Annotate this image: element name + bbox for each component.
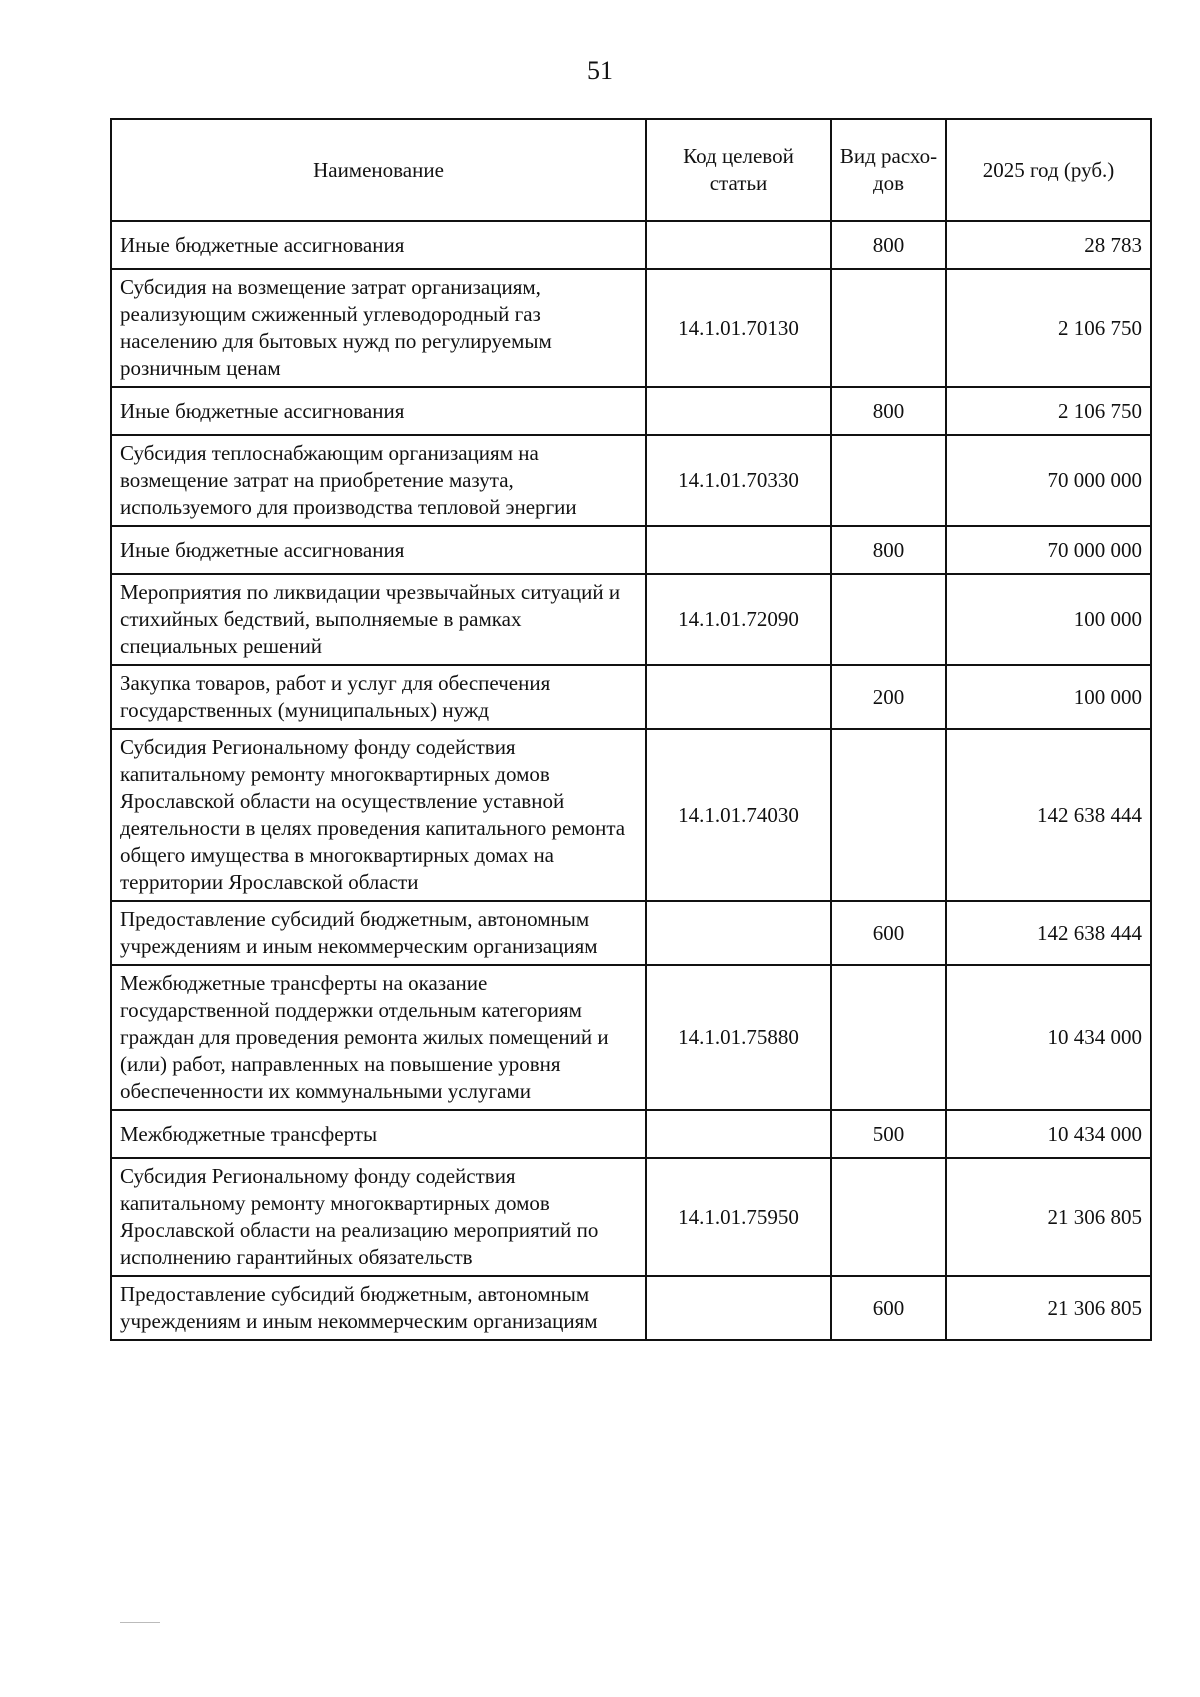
cell-code: 14.1.01.70130 <box>646 269 831 387</box>
cell-amount: 10 434 000 <box>946 1110 1151 1158</box>
table-row <box>111 526 1151 574</box>
cell-code <box>646 665 831 729</box>
table-row <box>111 665 1151 729</box>
cell-amount: 70 000 000 <box>946 435 1151 526</box>
cell-code <box>646 901 831 965</box>
cell-type <box>831 269 946 387</box>
header-amount: 2025 год (руб.) <box>946 119 1151 221</box>
cell-code: 14.1.01.75880 <box>646 965 831 1110</box>
cell-name: Мероприятия по ликвидации чрезвычайных ситуаций и стихийных бедствий, выполняемые в рамках специальных решений <box>111 574 646 665</box>
cell-amount: 2 106 750 <box>946 269 1151 387</box>
cell-type: 600 <box>831 901 946 965</box>
table-row <box>111 1158 1151 1276</box>
cell-amount: 100 000 <box>946 665 1151 729</box>
table-row <box>111 269 1151 387</box>
cell-type <box>831 435 946 526</box>
cell-type <box>831 1158 946 1276</box>
cell-code <box>646 221 831 269</box>
cell-name: Предоставление субсидий бюджетным, автономным учреждениям и иным некоммерческим организациям <box>111 1276 646 1340</box>
table-row <box>111 1276 1151 1340</box>
cell-amount: 21 306 805 <box>946 1158 1151 1276</box>
cell-type: 200 <box>831 665 946 729</box>
cell-code: 14.1.01.70330 <box>646 435 831 526</box>
cell-name: Субсидия на возмещение затрат организациям, реализующим сжиженный углеводородный газ населению для бытовых нужд по регулируемым розничным ценам <box>111 269 646 387</box>
cell-type: 800 <box>831 387 946 435</box>
table-header-row <box>111 119 1151 221</box>
cell-type: 600 <box>831 1276 946 1340</box>
cell-amount: 142 638 444 <box>946 901 1151 965</box>
cell-code <box>646 387 831 435</box>
table-row <box>111 901 1151 965</box>
table-row <box>111 435 1151 526</box>
cell-amount: 142 638 444 <box>946 729 1151 901</box>
cell-type <box>831 574 946 665</box>
cell-name: Иные бюджетные ассигнования <box>111 526 646 574</box>
table-row <box>111 387 1151 435</box>
budget-table <box>110 118 1152 1341</box>
table-row <box>111 729 1151 901</box>
cell-type: 800 <box>831 221 946 269</box>
cell-type: 800 <box>831 526 946 574</box>
table-row <box>111 221 1151 269</box>
cell-type <box>831 965 946 1110</box>
header-code: Код целевой статьи <box>646 119 831 221</box>
cell-code <box>646 526 831 574</box>
cell-code: 14.1.01.74030 <box>646 729 831 901</box>
cell-name: Закупка товаров, работ и услуг для обеспечения государственных (муниципальных) нужд <box>111 665 646 729</box>
cell-code: 14.1.01.72090 <box>646 574 831 665</box>
cell-name: Межбюджетные трансферты <box>111 1110 646 1158</box>
cell-amount: 2 106 750 <box>946 387 1151 435</box>
cell-amount: 10 434 000 <box>946 965 1151 1110</box>
cell-name: Субсидия Региональному фонду содействия капитальному ремонту многоквартирных домов Ярославской области на реализацию мероприятий по исполнению гарантийных обязательств <box>111 1158 646 1276</box>
cell-name: Иные бюджетные ассигнования <box>111 221 646 269</box>
cell-amount: 70 000 000 <box>946 526 1151 574</box>
table-row <box>111 574 1151 665</box>
table-row <box>111 965 1151 1110</box>
cell-name: Субсидия Региональному фонду содействия капитальному ремонту многоквартирных домов Ярославской области на осуществление уставной деятельности в целях проведения капитального ремонта общего имущества в многоквартирных домах на территории Ярославской области <box>111 729 646 901</box>
scan-artifact <box>120 1622 160 1623</box>
header-name: Наименование <box>111 119 646 221</box>
cell-name: Субсидия теплоснабжающим организациям на возмещение затрат на приобретение мазута, используемого для производства тепловой энергии <box>111 435 646 526</box>
cell-type <box>831 729 946 901</box>
table-body <box>111 221 1151 1340</box>
cell-amount: 21 306 805 <box>946 1276 1151 1340</box>
page-number: 51 <box>587 56 613 85</box>
table-row <box>111 1110 1151 1158</box>
cell-name: Иные бюджетные ассигнования <box>111 387 646 435</box>
cell-code <box>646 1276 831 1340</box>
cell-name: Предоставление субсидий бюджетным, автономным учреждениям и иным некоммерческим организациям <box>111 901 646 965</box>
cell-amount: 100 000 <box>946 574 1151 665</box>
cell-type: 500 <box>831 1110 946 1158</box>
cell-name: Межбюджетные трансферты на оказание государственной поддержки отдельным категориям граждан для проведения ремонта жилых помещений и (или) работ, направленных на повышение уровня обеспеченности их коммунальными услугами <box>111 965 646 1110</box>
header-type: Вид расхо- дов <box>831 119 946 221</box>
cell-code <box>646 1110 831 1158</box>
cell-code: 14.1.01.75950 <box>646 1158 831 1276</box>
cell-amount: 28 783 <box>946 221 1151 269</box>
